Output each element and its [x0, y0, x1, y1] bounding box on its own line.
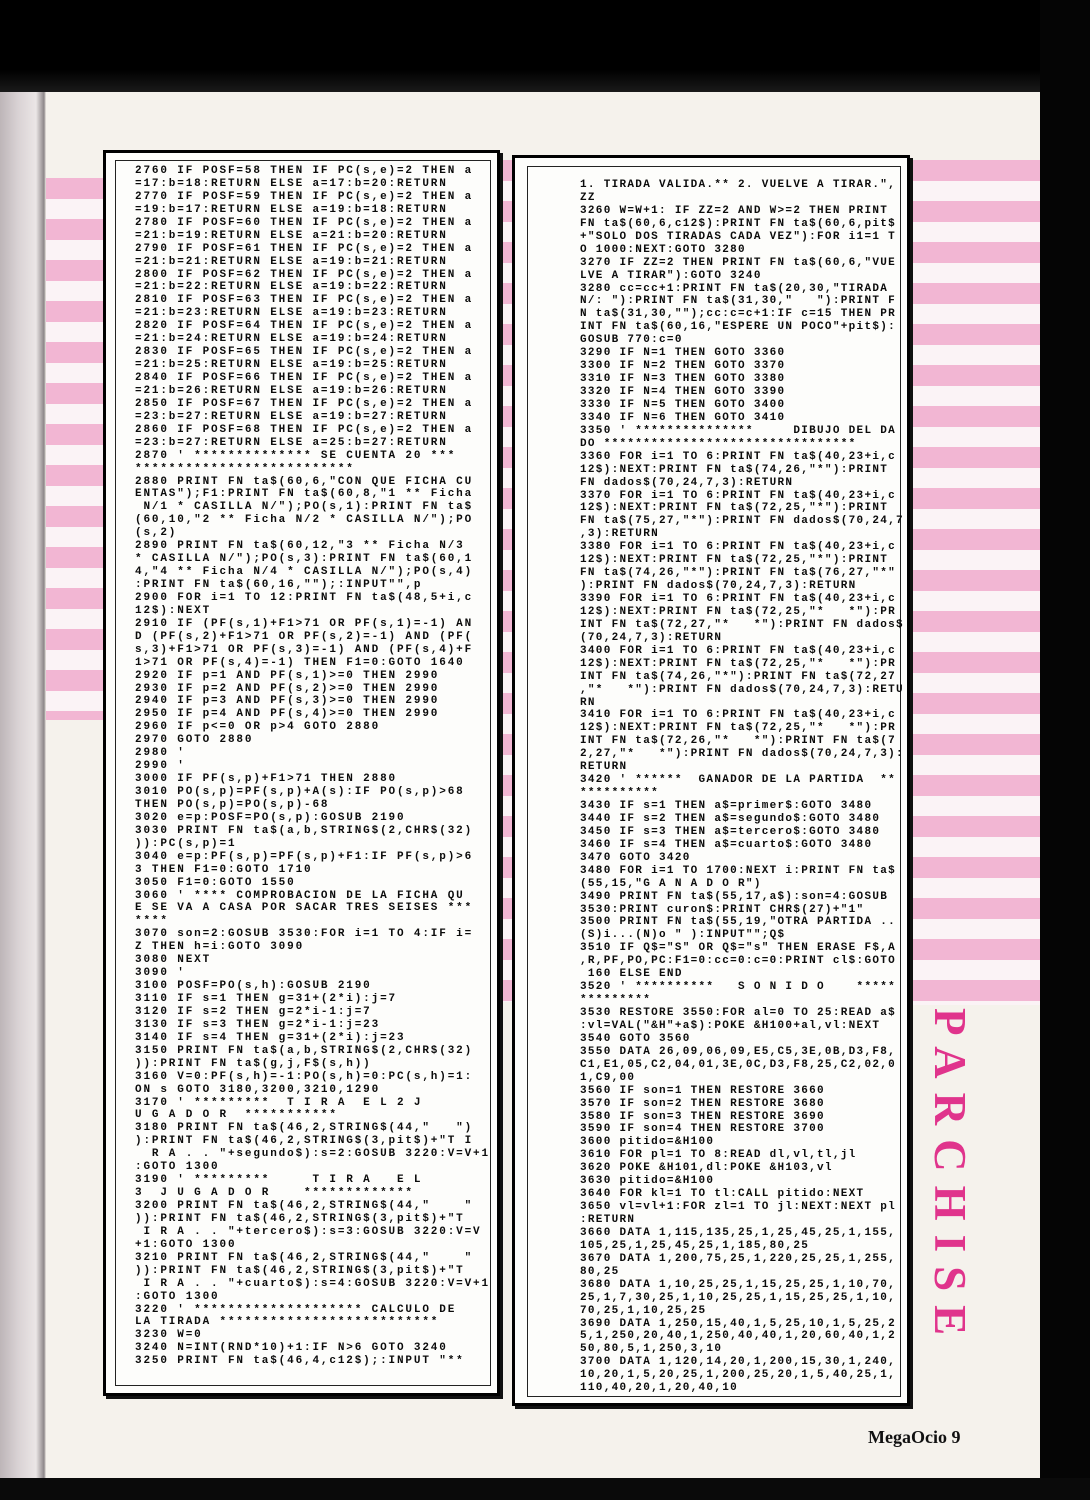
code-line: 105,25,1,25,45,25,1,185,80,25 [580, 1239, 810, 1252]
code-line: (55,15,"G A N A D O R") [580, 877, 762, 890]
code-line: ,"* *"):PRINT FN dados$(70,24,7,3):RETU [580, 683, 904, 696]
code-line: 70,25,1,10,25,25 [580, 1304, 707, 1317]
code-line: 2840 IF POSF=66 THEN IF PC(s,e)=2 THEN a [135, 372, 474, 384]
code-line: 3310 IF N=3 THEN GOTO 3380 [580, 373, 786, 386]
code-line: * CASILLA N/");PO(s,3):PRINT FN ta$(60,1 [135, 553, 474, 566]
code-line: 3280 cc=cc+1:PRINT FN ta$(20,30,"TIRADA [580, 282, 889, 295]
pink-stripes-left [46, 178, 103, 720]
code-line: 2770 IF POSF=59 THEN IF PC(s,e)=2 THEN a [135, 190, 474, 203]
code-line: 3150 PRINT FN ta$(a,b,STRING$(2,CHR$(32) [135, 1044, 474, 1057]
code-line: 2780 IF POSF=60 THEN IF PC(s,e)=2 THEN a [135, 216, 474, 229]
code-line: ********* [580, 994, 652, 1007]
code-line: 3350 ' *************** DIBUJO DEL DA [580, 424, 897, 437]
code-line: 2980 ' [135, 747, 186, 760]
code-line: =23:b=27:RETURN ELSE a=25:b=27:RETURN [135, 436, 448, 449]
code-line: 3400 FOR i=1 TO 6:PRINT FN ta$(40,23+i,c [580, 644, 897, 657]
code-line: 3140 IF s=4 THEN g=31+(2*i):j=23 [135, 1031, 406, 1044]
code-line: 12$):NEXT:PRINT FN ta$(72,25,"*"):PRINT [580, 554, 889, 567]
code-line: 3530:PRINT curon$:PRINT CHR$(27)+"1" [580, 903, 865, 916]
code-line: 3180 PRINT FN ta$(46,2,STRING$(44," ") [135, 1122, 474, 1135]
code-line: 2990 ' [135, 760, 186, 773]
code-line: 3050 F1=0:GOTO 1550 [135, 876, 296, 889]
code-line: THEN PO(s,p)=PO(s,p)-68 [135, 798, 330, 811]
code-line: 3340 IF N=6 THEN GOTO 3410 [580, 411, 786, 424]
code-line: 2760 IF POSF=58 THEN IF PC(s,e)=2 THEN a [135, 165, 474, 177]
code-line: 3010 PO(s,p)=PF(s,p)+A(s):IF PO(s,p)>68 [135, 786, 465, 798]
code-line: R A . . "+segundo$):s=2:GOSUB 3220:V=V+1 [135, 1148, 490, 1161]
code-line: D (PF(s,2)+F1>71 OR PF(s,2)=-1) AND (PF( [135, 630, 474, 643]
code-line: ,R,PF,PO,PC:F1=0:cc=0:c=0:PRINT cl$:GOTO [580, 955, 897, 968]
code-line: 3370 FOR i=1 TO 6:PRINT FN ta$(40,23+i,c [580, 489, 897, 502]
code-line: 2930 IF p=2 AND PF(s,2)>=0 THEN 2990 [135, 682, 440, 695]
code-line: Z THEN h=i:GOTO 3090 [135, 941, 305, 954]
code-line: RN [580, 696, 596, 709]
code-line: 3640 FOR kl=1 TO tl:CALL pitido:NEXT [580, 1188, 865, 1201]
code-line: 3170 ' ********* T I R A E L 2 J [135, 1096, 423, 1109]
code-line: ):PRINT FN ta$(46,2,STRING$(3,pit$)+"T I [135, 1135, 474, 1148]
code-line: E SE VA A CASA POR SACAR TRES SEISES *** [135, 902, 474, 915]
code-line: :PRINT FN ta$(60,16,"");:INPUT"",p [135, 579, 423, 591]
code-line: 3390 FOR i=1 TO 6:PRINT FN ta$(40,23+i,c [580, 593, 897, 605]
code-line: GOSUB 770:c=0 [580, 334, 683, 347]
code-line: 2920 IF p=1 AND PF(s,1)>=0 THEN 2990 [135, 669, 440, 682]
code-line: 3420 ' ****** GANADOR DE LA PARTIDA ** [580, 774, 897, 787]
code-line: 3110 IF s=1 THEN g=31+(2*i):j=7 [135, 993, 397, 1005]
code-line: 3230 W=0 [135, 1329, 203, 1342]
code-line: 3240 N=INT(RND*10)+1:IF N>6 GOTO 3240 [135, 1342, 448, 1355]
code-line: 3590 IF son=4 THEN RESTORE 3700 [580, 1123, 825, 1136]
code-line: 3600 pitido=&H100 [580, 1136, 715, 1149]
code-line: 3550 DATA 26,09,06,09,E5,C5,3E,0B,D3,F8, [580, 1045, 897, 1058]
code-line: 3090 ' [135, 967, 186, 980]
code-line: 3480 FOR i=1 TO 1700:NEXT i:PRINT FN ta$ [580, 864, 897, 877]
code-line: 3190 ' ********* T I R A E L [135, 1174, 423, 1187]
code-line: =21:b=26:RETURN ELSE a=19:b=26:RETURN [135, 384, 448, 397]
code-line: ************************** [135, 462, 355, 475]
code-line: 3250 PRINT FN ta$(46,4,c12$);:INPUT "** [135, 1355, 465, 1368]
code-line: ENTAS");F1:PRINT FN ta$(60,8,"1 ** Ficha [135, 488, 474, 501]
code-line: 3560 IF son=1 THEN RESTORE 3660 [580, 1084, 825, 1097]
code-line: 3700 DATA 1,120,14,20,1,200,15,30,1,240, [580, 1356, 897, 1369]
code-line: =21:b=22:RETURN ELSE a=19:b=22:RETURN [135, 281, 448, 294]
code-line: 3380 FOR i=1 TO 6:PRINT FN ta$(40,23+i,c [580, 541, 897, 554]
code-line: 2850 IF POSF=67 THEN IF PC(s,e)=2 THEN a [135, 397, 474, 410]
code-line: 3410 FOR i=1 TO 6:PRINT FN ta$(40,23+i,c [580, 709, 897, 722]
pink-stripes-right [910, 160, 1040, 1005]
code-line: )):PRINT FN ta$(46,2,STRING$(3,pit$)+"T [135, 1264, 465, 1277]
code-line: 3460 IF s=4 THEN a$=cuarto$:GOTO 3480 [580, 838, 873, 851]
code-line: :vl=VAL("&H"+a$):POKE &H100+al,vl:NEXT [580, 1019, 881, 1032]
code-line: :GOTO 1300 [135, 1161, 220, 1174]
code-line: 2820 IF POSF=64 THEN IF PC(s,e)=2 THEN a [135, 320, 474, 333]
code-line: 10,20,1,5,20,25,1,200,25,20,1,5,40,25,1, [580, 1369, 897, 1382]
code-line: O 1000:NEXT:GOTO 3280 [580, 243, 746, 256]
code-line: 3070 son=2:GOSUB 3530:FOR i=1 TO 4:IF i= [135, 928, 474, 941]
code-line: 2960 IF p<=0 OR p>4 GOTO 2880 [135, 721, 381, 734]
code-line: 3570 IF son=2 THEN RESTORE 3680 [580, 1097, 825, 1110]
code-line: 3440 IF s=2 THEN a$=segundo$:GOTO 3480 [580, 812, 881, 825]
code-line: 3040 e=p:PF(s,p)=PF(s,p)+F1:IF PF(s,p)>6 [135, 850, 474, 863]
code-line: 3300 IF N=2 THEN GOTO 3370 [580, 360, 786, 373]
code-line: I R A . . "+cuarto$):s=4:GOSUB 3220:V=V+1 [135, 1277, 490, 1290]
code-line: N/: "):PRINT FN ta$(31,30," "):PRINT F [580, 295, 897, 308]
code-line: INT FN ta$(72,26,"* *"):PRINT FN ta$(7 [580, 735, 897, 748]
code-line: ):PRINT FN dados$(70,24,7,3):RETURN [580, 580, 857, 593]
code-line: (S)i...(N)o " ):INPUT"";Q$ [580, 929, 786, 942]
code-line: 3360 FOR i=1 TO 6:PRINT FN ta$(40,23+i,c [580, 450, 897, 463]
code-line: **** [135, 915, 169, 928]
code-line: 3690 DATA 1,250,15,40,1,5,25,10,1,5,25,2 [580, 1317, 897, 1330]
code-line: 3020 e=p:POSF=PO(s,p):GOSUB 2190 [135, 811, 406, 824]
code-line: =21:b=25:RETURN ELSE a=19:b=25:RETURN [135, 359, 448, 372]
code-line: 3220 ' ******************** CALCULO DE [135, 1303, 457, 1316]
code-line: )):PC(s,p)=1 [135, 837, 237, 850]
code-line: s,3)+F1>71 OR PF(s,3)=-1) AND (PF(s,4)+F [135, 643, 474, 656]
code-line: 3 J U G A D O R ************* [135, 1187, 414, 1200]
code-line: +"SOLO DOS TIRADAS CADA VEZ"):FOR i1=1 T [580, 230, 897, 243]
code-line: 2950 IF p=4 AND PF(s,4)>=0 THEN 2990 [135, 708, 440, 721]
code-line: 3130 IF s=3 THEN g=2*i-1:j=23 [135, 1018, 381, 1031]
code-line: 80,25 [580, 1265, 620, 1278]
code-line: :GOTO 1300 [135, 1290, 220, 1303]
code-line: C1,E1,05,C2,04,01,3E,0C,D3,F8,25,C2,02,0 [580, 1058, 897, 1071]
code-line: =21:b=24:RETURN ELSE a=19:b=24:RETURN [135, 333, 448, 346]
code-line: 3200 PRINT FN ta$(46,2,STRING$(44," " [135, 1200, 474, 1212]
code-line: 12$):NEXT:PRINT FN ta$(72,25,"* *"):PR [580, 722, 897, 735]
code-line: 3290 IF N=1 THEN GOTO 3360 [580, 347, 786, 360]
code-line: =17:b=18:RETURN ELSE a=17:b=20:RETURN [135, 177, 448, 190]
code-line: ,3):RETURN [580, 528, 660, 541]
code-line: 12$):NEXT:PRINT FN ta$(72,25,"* *"):PR [580, 605, 897, 618]
section-label: PARCHISE [925, 1008, 975, 1350]
code-line: 3320 IF N=4 THEN GOTO 3390 [580, 386, 786, 398]
code-line: 3660 DATA 1,115,135,25,1,25,45,25,1,155, [580, 1226, 897, 1239]
code-line: 1,C9,00 [580, 1071, 636, 1084]
code-line: LA TIRADA ************************** [135, 1316, 440, 1329]
code-line: 3510 IF Q$="S" OR Q$="s" THEN ERASE F$,A [580, 942, 897, 955]
code-line: 12$):NEXT:PRINT FN ta$(74,26,"*"):PRINT [580, 463, 889, 476]
code-line: 2940 IF p=3 AND PF(s,3)>=0 THEN 2990 [135, 695, 440, 708]
code-line: 3520 ' ********** S O N I D O ***** [580, 981, 897, 994]
code-line: 2860 IF POSF=68 THEN IF PC(s,e)=2 THEN a [135, 423, 474, 436]
code-line: 2970 GOTO 2880 [135, 734, 254, 747]
code-line: 3620 POKE &H101,dl:POKE &H103,vl [580, 1162, 833, 1175]
code-line: FN dados$(70,24,7,3):RETURN [580, 476, 794, 489]
scanner-background-right [1040, 0, 1090, 1500]
scanner-background-bottom [0, 1478, 1090, 1500]
page-spine [0, 92, 46, 1478]
code-line: =21:b=23:RETURN ELSE a=19:b=23:RETURN [135, 307, 448, 320]
code-line: 3470 GOTO 3420 [580, 851, 691, 864]
code-line: 3120 IF s=2 THEN g=2*i-1:j=7 [135, 1005, 372, 1018]
code-line: 3430 IF s=1 THEN a$=primer$:GOTO 3480 [580, 800, 873, 812]
code-line: :RETURN [580, 1214, 636, 1226]
code-line: 3500 PRINT FN ta$(55,19,"OTRA PARTIDA .. [580, 916, 897, 929]
code-line: 3160 V=0:PF(s,h)=-1:PO(s,h)=0:PC(s,h)=1: [135, 1070, 474, 1083]
code-line: 3260 W=W+1: IF ZZ=2 AND W>=2 THEN PRINT [580, 204, 889, 217]
code-line: INT FN ta$(74,26,"*"):PRINT FN ta$(72,27 [580, 670, 897, 683]
code-line: 2910 IF (PF(s,1)+F1>71 OR PF(s,1)=-1) AN [135, 617, 474, 630]
code-line: +1:GOTO 1300 [135, 1238, 237, 1251]
code-line: 2880 PRINT FN ta$(60,6,"CON QUE FICHA CU [135, 475, 474, 488]
code-line: FN ta$(60,6,c12$):PRINT FN ta$(60,6,pit$ [580, 217, 897, 230]
code-line: 3540 GOTO 3560 [580, 1032, 691, 1045]
scanner-background-top [0, 0, 1090, 92]
code-line: 2890 PRINT FN ta$(60,12,"3 ** Ficha N/3 [135, 540, 465, 553]
page-footer: MegaOcio 9 [868, 1427, 961, 1447]
code-line: 4,"4 ** Ficha N/4 * CASILLA N/");PO(s,4) [135, 566, 474, 579]
code-line: N ta$(31,30,"");cc:c=c+1:IF c=15 THEN PR [580, 308, 897, 321]
code-line: 1. TIRADA VALIDA.** 2. VUELVE A TIRAR.", [580, 179, 897, 191]
code-line: =21:b=21:RETURN ELSE a=19:b=21:RETURN [135, 255, 448, 268]
code-line: INT FN ta$(72,27,"* *"):PRINT FN dados$ [580, 618, 904, 631]
code-line: 50,80,5,1,250,3,10 [580, 1343, 723, 1356]
code-line: 3270 IF ZZ=2 THEN PRINT FN ta$(60,6,"VUE [580, 256, 897, 269]
code-line: =19:b=17:RETURN ELSE a=19:b=18:RETURN [135, 203, 448, 216]
code-line: )):PRINT FN ta$(g,j,F$(s,h)) [135, 1057, 372, 1070]
code-line: INT FN ta$(60,16,"ESPERE UN POCO"+pit$): [580, 321, 897, 334]
code-line: 2900 FOR i=1 TO 12:PRINT FN ta$(48,5+i,c [135, 591, 474, 604]
code-line: 3680 DATA 1,10,25,25,1,15,25,25,1,10,70, [580, 1278, 897, 1291]
code-line: U G A D O R *********** [135, 1109, 338, 1122]
code-line: 3650 vl=vl+1:FOR zl=1 TO jl:NEXT:NEXT pl [580, 1201, 897, 1214]
code-line: 12$):NEXT:PRINT FN ta$(72,25,"*"):PRINT [580, 502, 889, 515]
code-line: 3490 PRINT FN ta$(55,17,a$):son=4:GOSUB [580, 890, 889, 903]
code-listing-left [135, 165, 490, 1368]
code-line: 25,1,7,30,25,1,10,25,25,1,15,25,25,1,10, [580, 1291, 897, 1304]
code-line: 3330 IF N=5 THEN GOTO 3400 [580, 398, 786, 411]
code-line: 3100 POSF=PO(s,h):GOSUB 2190 [135, 980, 372, 993]
code-line: 110,40,20,1,20,40,10 [580, 1382, 739, 1395]
code-line: 2870 ' ************** SE CUENTA 20 *** [135, 449, 457, 462]
code-line: 3210 PRINT FN ta$(46,2,STRING$(44," " [135, 1251, 474, 1264]
code-line: 2810 IF POSF=63 THEN IF PC(s,e)=2 THEN a [135, 294, 474, 307]
code-line: 3580 IF son=3 THEN RESTORE 3690 [580, 1110, 825, 1123]
code-line: 5,1,250,20,40,1,250,40,40,1,20,60,40,1,2 [580, 1330, 897, 1343]
code-line: 3000 IF PF(s,p)+F1>71 THEN 2880 [135, 773, 397, 786]
code-line: LVE A TIRAR"):GOTO 3240 [580, 269, 762, 282]
code-line: 2830 IF POSF=65 THEN IF PC(s,e)=2 THEN a [135, 346, 474, 359]
pink-stripes-gutter [500, 160, 512, 1002]
code-line: 12$):NEXT:PRINT FN ta$(72,25,"* *"):PR [580, 657, 897, 670]
code-listing-right [580, 179, 904, 1395]
code-line: 1>71 OR PF(s,4)=-1) THEN F1=0:GOTO 1640 [135, 656, 465, 669]
code-line: RETURN [580, 761, 628, 774]
code-line: FN ta$(75,27,"*"):PRINT FN dados$(70,24,7 [580, 515, 904, 528]
code-line: 3080 NEXT [135, 954, 212, 967]
code-line: 2,27,"* *"):PRINT FN dados$(70,24,7,3): [580, 748, 904, 761]
code-line: 12$):NEXT [135, 604, 212, 617]
code-line: ZZ [580, 191, 596, 204]
code-line: N/1 * CASILLA N/");PO(s,1):PRINT FN ta$ [135, 501, 474, 514]
code-line: 3630 pitido=&H100 [580, 1175, 715, 1188]
code-line: 2790 IF POSF=61 THEN IF PC(s,e)=2 THEN a [135, 242, 474, 255]
code-line: DO ******************************** [580, 437, 857, 450]
code-line: 3610 FOR pl=1 TO 8:READ dl,vl,tl,jl [580, 1149, 857, 1162]
code-line: 3530 RESTORE 3550:FOR al=0 TO 25:READ a$ [580, 1007, 897, 1019]
code-line: (60,10,"2 ** Ficha N/2 * CASILLA N/");PO [135, 514, 474, 527]
code-line: (70,24,7,3):RETURN [580, 631, 723, 644]
code-line: ********** [580, 787, 660, 800]
code-line: 2800 IF POSF=62 THEN IF PC(s,e)=2 THEN a [135, 268, 474, 281]
code-line: (s,2) [135, 527, 178, 540]
code-line: )):PRINT FN ta$(46,2,STRING$(3,pit$)+"T [135, 1212, 465, 1225]
code-line: FN ta$(74,26,"*"):PRINT FN ta$(76,27,"*" [580, 567, 897, 580]
code-line: 3060 ' **** COMPROBACION DE LA FICHA QU [135, 889, 465, 902]
code-line: I R A . . "+tercero$):s=3:GOSUB 3220:V=V [135, 1225, 482, 1238]
code-line: 3450 IF s=3 THEN a$=tercero$:GOTO 3480 [580, 825, 881, 838]
code-line: 3 THEN F1=0:GOTO 1710 [135, 863, 313, 876]
code-line: =23:b=27:RETURN ELSE a=19:b=27:RETURN [135, 410, 448, 423]
code-line: 3670 DATA 1,200,75,25,1,220,25,25,1,255, [580, 1252, 897, 1265]
code-line: 3030 PRINT FN ta$(a,b,STRING$(2,CHR$(32) [135, 824, 474, 837]
code-line: ON s GOTO 3180,3200,3210,1290 [135, 1083, 381, 1096]
code-line: 160 ELSE END [580, 968, 683, 981]
code-line: =21:b=19:RETURN ELSE a=21:b=20:RETURN [135, 229, 448, 242]
